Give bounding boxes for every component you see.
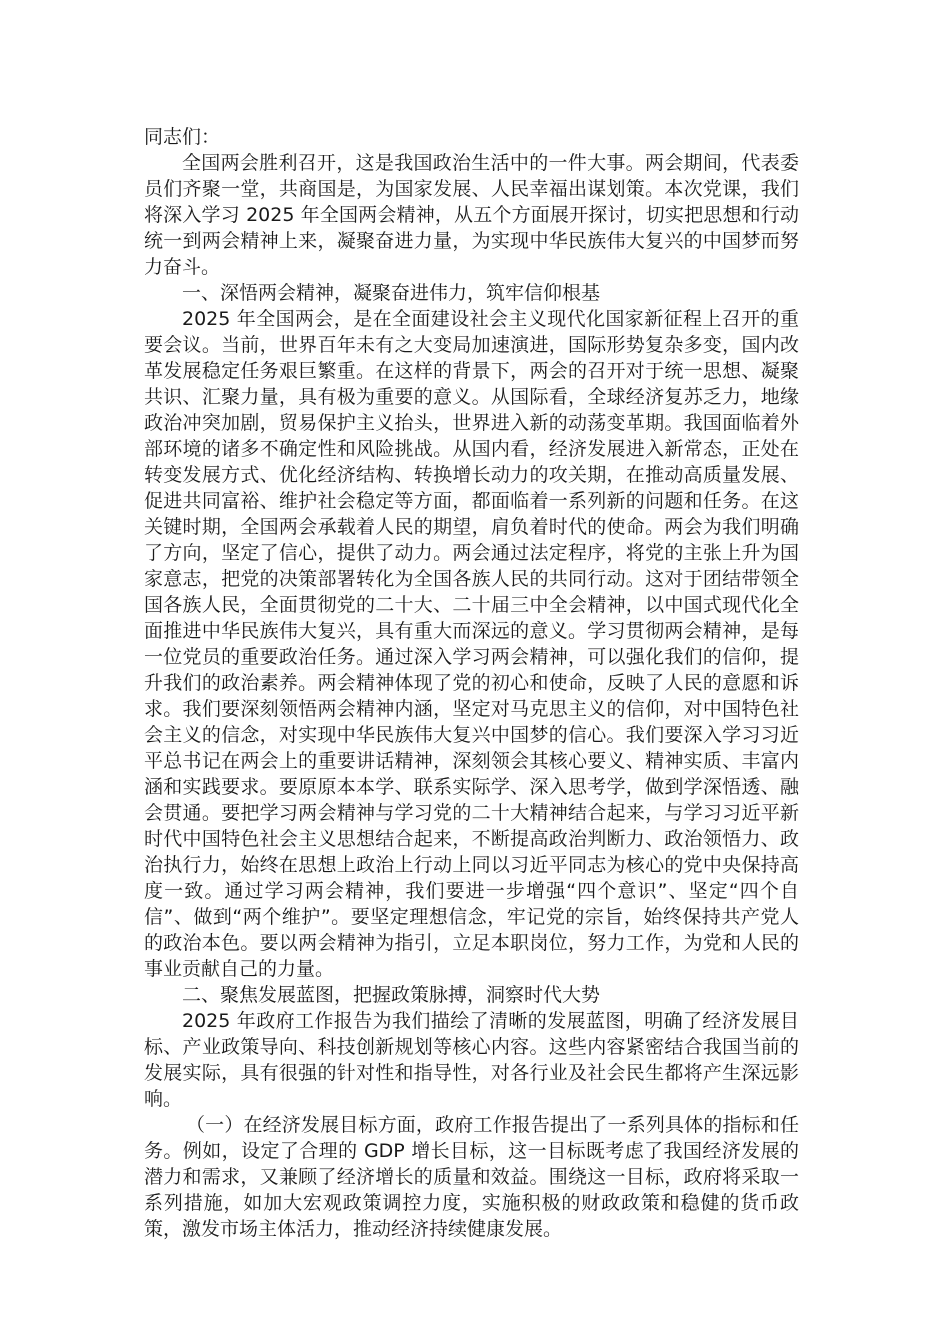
salutation: 同志们： [144,126,221,148]
section-2-heading: 二、聚焦发展蓝图，把握政策脉搏，洞察时代大势 [182,984,601,1006]
document-page [144,124,799,1242]
intro-paragraph: 全国两会胜利召开，这是我国政治生活中的一件大事。两会期间，代表委员们齐聚一堂，共商国是，为国家发展、人民幸福出谋划策。本次党课，我们将深入学习 2025 年全国两会精神，从五个方面展开探讨，切实把思想和行动统一到两会精神上来，凝聚奋进力量，为实现中华民族伟大复兴的中国梦而努力奋斗。 [144,152,799,278]
section-1-heading: 一、深悟两会精神，凝聚奋进伟力，筑牢信仰根基 [182,282,601,304]
subsection-1-paragraph: （一）在经济发展目标方面，政府工作报告提出了一系列具体的指标和任务。例如，设定了合理的 GDP 增长目标，这一目标既考虑了我国经济发展的潜力和需求，又兼顾了经济增长的质量和效益。围绕这一目标，政府将采取一系列措施，如加大宏观政策调控力度，实施积极的财政政策和稳健的货币政策，激发市场主体活力，推动经济持续健康发展。 [144,1114,799,1240]
section-2-body: 2025 年政府工作报告为我们描绘了清晰的发展蓝图，明确了经济发展目标、产业政策导向、科技创新规划等核心内容。这些内容紧密结合我国当前的发展实际，具有很强的针对性和指导性，对各行业及社会民生都将产生深远影响。 [144,1010,799,1110]
section-1-body: 2025 年全国两会，是在全面建设社会主义现代化国家新征程上召开的重要会议。当前，世界百年未有之大变局加速演进，国际形势复杂多变，国内改革发展稳定任务艰巨繁重。在这样的背景下，两会的召开对于统一思想、凝聚共识、汇聚力量，具有极为重要的意义。从国际看，全球经济复苏乏力，地缘政治冲突加剧，贸易保护主义抬头，世界进入新的动荡变革期。我国面临着外部环境的诸多不确定性和风险挑战。从国内看，经济发展进入新常态，正处在转变发展方式、优化经济结构、转换增长动力的攻关期，在推动高质量发展、促进共同富裕、维护社会稳定等方面，都面临着一系列新的问题和任务。在这关键时期，全国两会承载着人民的期望，肩负着时代的使命。两会为我们明确了方向，坚定了信心，提供了动力。两会通过法定程序，将党的主张上升为国家意志，把党的决策部署转化为全国各族人民的共同行动。这对于团结带领全国各族人民，全面贯彻党的二十大、二十届三中全会精神，以中国式现代化全面推进中华民族伟大复兴，具有重大而深远的意义。学习贯彻两会精神，是每一位党员的重要政治任务。通过深入学习两会精神，可以强化我们的信仰，提升我们的政治素养。两会精神体现了党的初心和使命，反映了人民的意愿和诉求。我们要深刻领悟两会精神内涵，坚定对马克思主义的信仰，对中国特色社会主义的信念，对实现中华民族伟大复兴中国梦的信心。我们要深入学习习近平总书记在两会上的重要讲话精神，深刻领会其核心要义、精神实质、丰富内涵和实践要求。要原原本本学、联系实际学、深入思考学，做到学深悟透、融会贯通。要把学习两会精神与学习党的二十大精神结合起来，与学习习近平新时代中国特色社会主义思想结合起来，不断提高政治判断力、政治领悟力、政治执行力，始终在思想上政治上行动上同以习近平同志为核心的党中央保持高度一致。通过学习两会精神，我们要进一步增强“四个意识”、坚定“四个自信”、做到“两个维护”。要坚定理想信念，牢记党的宗旨，始终保持共产党人的政治本色。要以两会精神为指引，立足本职岗位，努力工作，为党和人民的事业贡献自己的力量。 [144,308,799,980]
